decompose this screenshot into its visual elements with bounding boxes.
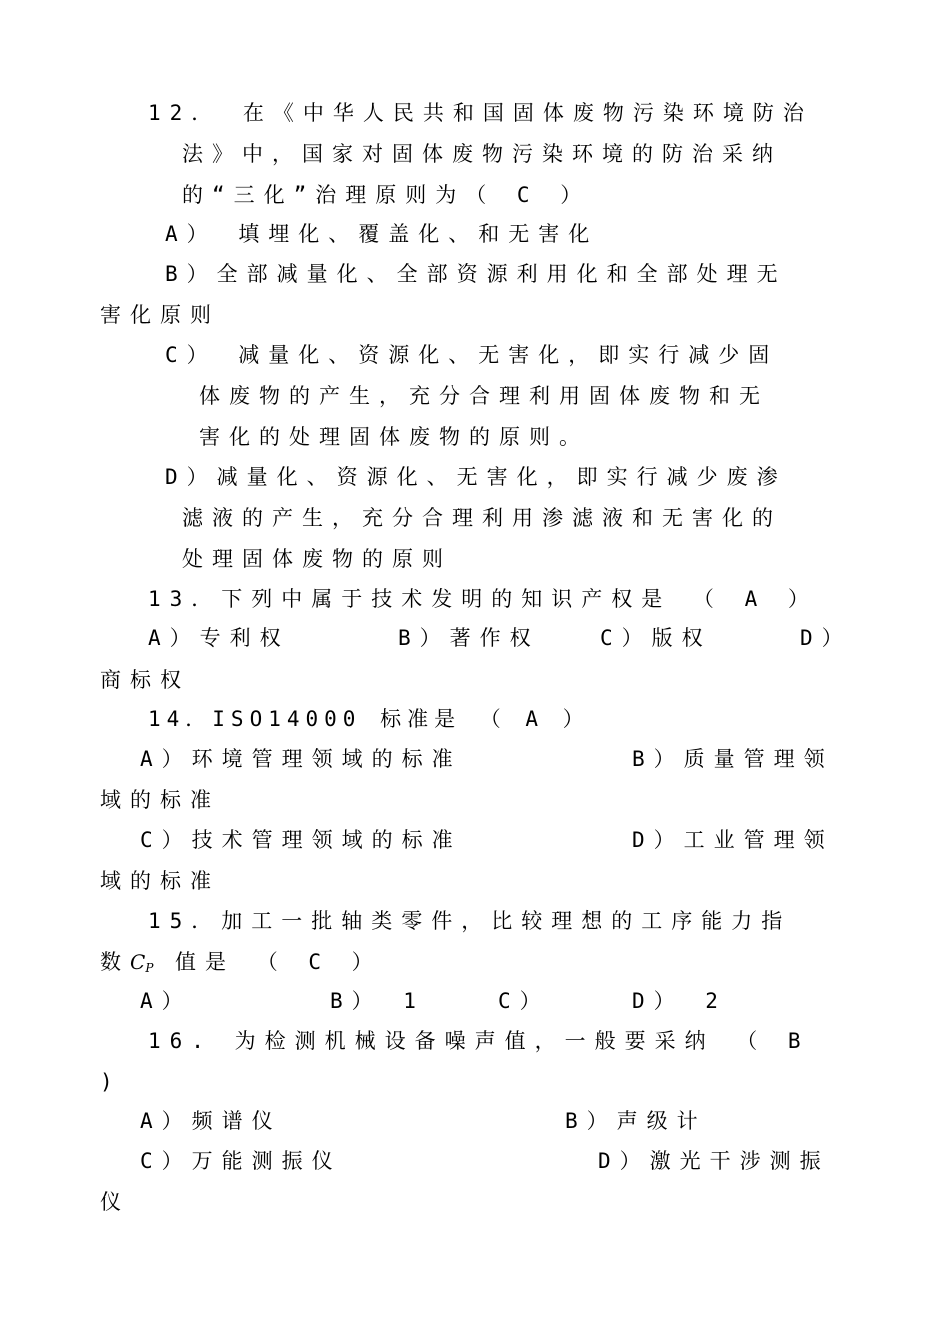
q14-option-d-cont: 域的标准 xyxy=(100,869,220,893)
q15-line-2-prefix: 数 xyxy=(100,950,130,974)
q15-option-c: C） xyxy=(498,989,550,1013)
q12-line-3: 的“三化”治理原则为（ C ） xyxy=(182,183,591,207)
q14-option-d: D）工业管理领 xyxy=(632,828,834,852)
q12-option-d: D）减量化、资源化、无害化，即实行减少废渗 xyxy=(165,465,787,489)
q16-question-cont: ) xyxy=(100,1070,122,1094)
cp-main: C xyxy=(130,950,146,974)
q14-option-b: B）质量管理领 xyxy=(632,747,834,771)
q15-line-2 xyxy=(100,947,382,977)
q12-line-2: 法》中，国家对固体废物污染环境的防治采纳 xyxy=(182,142,782,166)
q13-option-d: D） xyxy=(800,626,852,650)
q14-option-a: A）环境管理领域的标准 xyxy=(140,747,462,771)
q16-option-a: A）频谱仪 xyxy=(140,1109,282,1133)
q12-option-d-cont-1: 滤液的产生，充分合理利用渗滤液和无害化的 xyxy=(182,506,782,530)
q14-question: 14．ISO14000 标准是 （ A ） xyxy=(148,707,590,731)
q16-option-d-cont: 仪 xyxy=(100,1190,130,1214)
q15-line-2-suffix: 值是 （ C ） xyxy=(175,950,382,974)
q12-line-1: 12． 在《中华人民共和国固体废物污染环境防治 xyxy=(148,101,813,125)
q15-option-a: A） xyxy=(140,989,192,1013)
q14-option-b-cont: 域的标准 xyxy=(100,788,220,812)
q12-option-b: B）全部减量化、全部资源利用化和全部处理无 xyxy=(165,262,787,286)
q12-option-b-cont: 害化原则 xyxy=(100,303,220,327)
q16-option-b: B）声级计 xyxy=(565,1109,707,1133)
cp-subscript: P xyxy=(145,961,154,975)
q13-option-c: C）版权 xyxy=(600,626,712,650)
q13-option-d-cont: 商标权 xyxy=(100,668,190,692)
q12-option-c-cont-1: 体废物的产生，充分合理利用固体废物和无 xyxy=(199,384,769,408)
q15-option-d: D） 2 xyxy=(632,989,727,1013)
q12-option-a: A） 填埋化、覆盖化、和无害化 xyxy=(165,222,599,246)
q13-option-a: A）专利权 xyxy=(148,626,290,650)
q14-option-c: C）技术管理领域的标准 xyxy=(140,828,462,852)
q13-option-b: B）著作权 xyxy=(398,626,540,650)
q15-option-b: B） 1 xyxy=(330,989,425,1013)
q15-line-1: 15．加工一批轴类零件，比较理想的工序能力指 xyxy=(148,909,792,933)
q16-question: 16. 为检测机械设备噪声值，一般要采纳 （ B xyxy=(148,1029,810,1053)
q13-question: 13．下列中属于技术发明的知识产权是 （ A ） xyxy=(148,587,818,611)
q16-option-d: D）激光干涉测振 xyxy=(598,1149,830,1173)
q12-option-d-cont-2: 处理固体废物的原则 xyxy=(182,547,452,571)
q16-option-c: C）万能测振仪 xyxy=(140,1149,342,1173)
q12-option-c: C） 减量化、资源化、无害化，即实行减少固 xyxy=(165,343,779,367)
process-capability-symbol xyxy=(130,950,153,974)
q12-option-c-cont-2: 害化的处理固体废物的原则。 xyxy=(199,425,589,449)
